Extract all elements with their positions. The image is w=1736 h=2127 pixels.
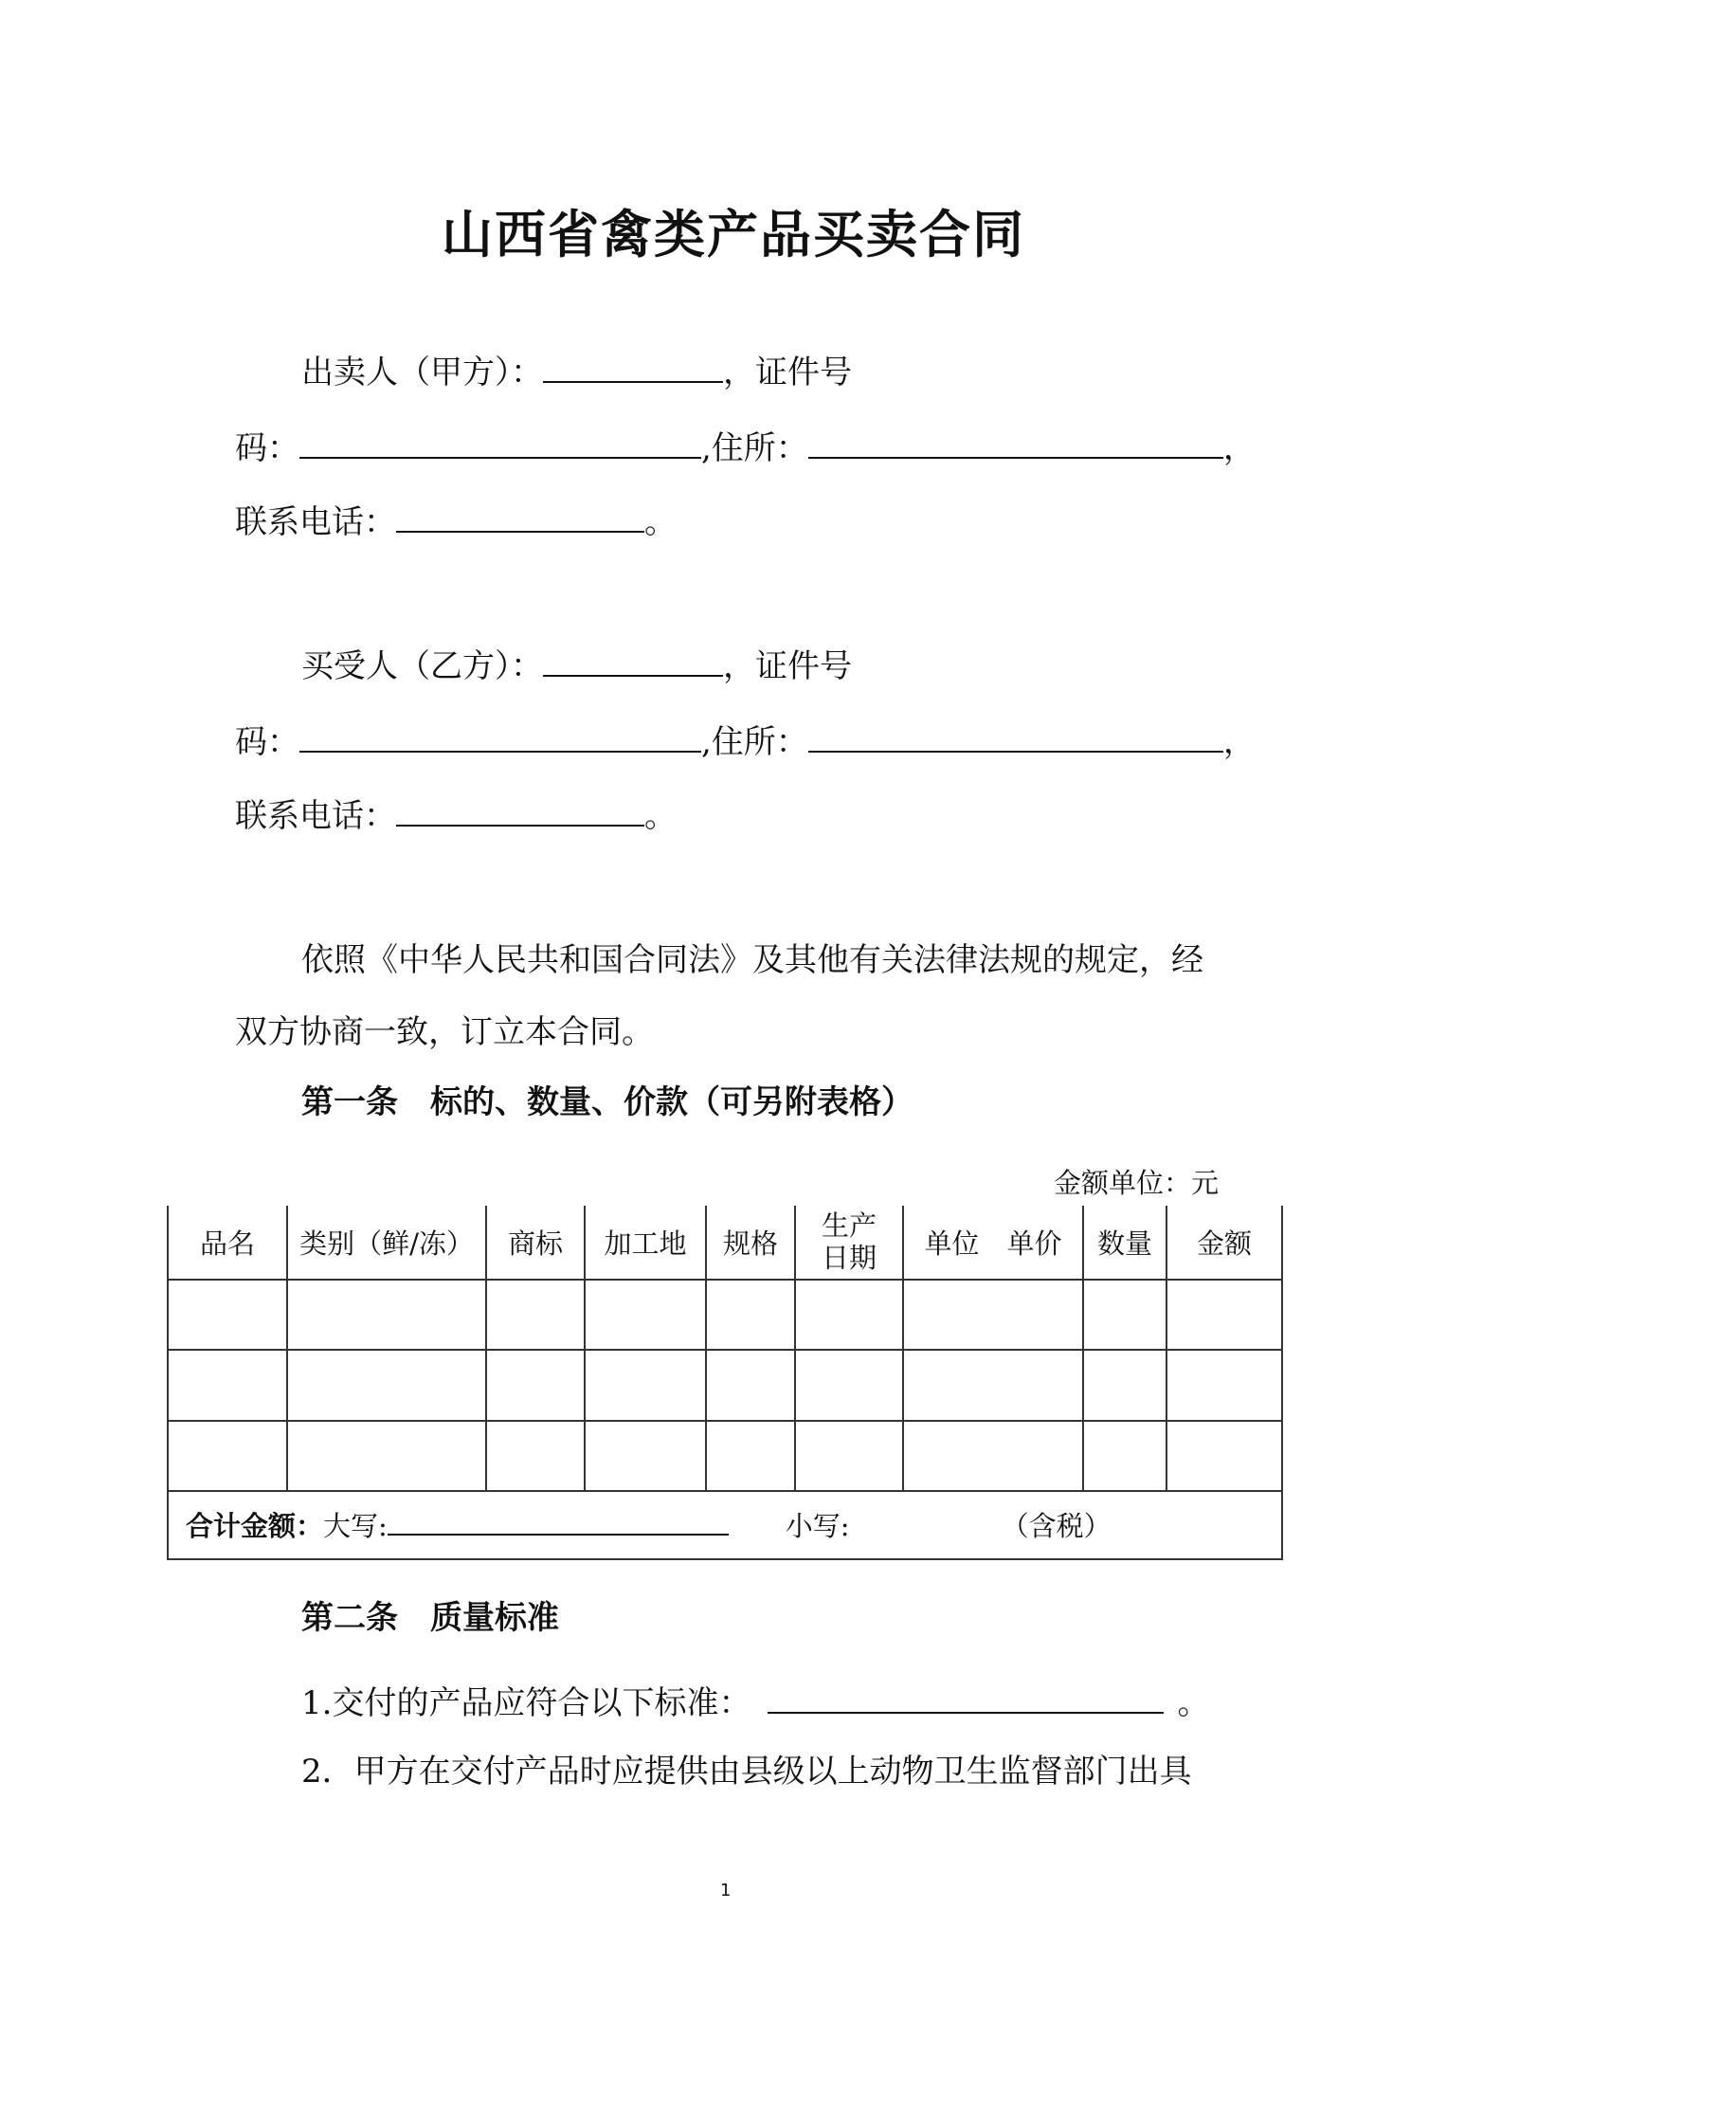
article2-item1-text: 1.交付的产品应符合以下标准： (301, 1684, 751, 1722)
table-cell (903, 1350, 1083, 1420)
header-production-date (795, 1206, 903, 1280)
buyer-id-blank (299, 722, 701, 753)
header-origin: 加工地 (585, 1206, 706, 1280)
table-cell (795, 1421, 903, 1491)
seller-label: 出卖人（甲方）： (301, 354, 543, 391)
seller-address-blank (808, 428, 1223, 459)
buyer-phone-blank (396, 796, 644, 827)
header-unit-price: 单位 单价 (903, 1206, 1083, 1280)
total-upper-blank (388, 1511, 729, 1536)
preamble-line-2: 双方协商一致，订立本合同。 (235, 1013, 654, 1051)
table-cell (287, 1350, 486, 1420)
seller-line-1 (301, 353, 852, 389)
buyer-phone-label: 联系电话： (235, 797, 396, 835)
preamble-line-1: 依照《中华人民共和国合同法》及其他有关法律法规的规定，经 (301, 941, 1203, 979)
table-cell (585, 1421, 706, 1491)
header-product-name: 品名 (168, 1206, 287, 1280)
seller-name-blank (543, 353, 723, 383)
table-total-row (168, 1491, 1282, 1559)
table-cell (486, 1421, 585, 1491)
table-cell (1166, 1280, 1282, 1350)
table-cell (168, 1350, 287, 1420)
seller-id-blank (299, 428, 701, 459)
table-cell (1083, 1421, 1166, 1491)
buyer-address-blank (808, 722, 1223, 753)
table-cell (795, 1280, 903, 1350)
seller-id-label: ，证件号 (723, 354, 852, 391)
goods-table (167, 1206, 1283, 1560)
table-cell (287, 1421, 486, 1491)
header-trademark: 商标 (486, 1206, 585, 1280)
article2-item1 (301, 1683, 1210, 1722)
table-row (168, 1421, 1282, 1491)
article1-heading: 第一条 标的、数量、价款（可另附表格） (301, 1083, 913, 1121)
table-cell (168, 1280, 287, 1350)
buyer-line-2 (235, 722, 1256, 761)
buyer-label: 买受人（乙方）： (301, 647, 543, 685)
table-cell (168, 1421, 287, 1491)
table-cell (1166, 1421, 1282, 1491)
table-row (168, 1350, 1282, 1420)
table-cell (585, 1280, 706, 1350)
article2-item1-end: 。 (1177, 1684, 1210, 1722)
header-production-date-line1: 生产 (821, 1209, 877, 1243)
table-cell (795, 1350, 903, 1420)
seller-comma: ， (1222, 429, 1256, 467)
amount-unit-note: 金额单位：元 (1054, 1167, 1220, 1199)
seller-line-2 (235, 428, 1256, 467)
table-cell (486, 1280, 585, 1350)
header-category: 类别（鲜/冻） (287, 1206, 486, 1280)
seller-phone-label: 联系电话： (235, 503, 396, 541)
buyer-name-blank (543, 646, 723, 677)
total-amount-label: 合计金额： (186, 1510, 324, 1543)
table-cell (1166, 1350, 1282, 1420)
table-row (168, 1280, 1282, 1350)
total-lower-label: 小写: (785, 1510, 850, 1543)
article2-item2: 2．甲方在交付产品时应提供由县级以上动物卫生监督部门出具 (301, 1753, 1192, 1791)
header-amount: 金额 (1166, 1206, 1282, 1280)
table-cell (903, 1421, 1083, 1491)
table-cell (486, 1350, 585, 1420)
table-header-row (168, 1206, 1282, 1280)
total-upper-label: 大写: (323, 1510, 388, 1543)
buyer-line-3 (235, 796, 677, 835)
seller-id-label-cont: 码： (235, 429, 299, 467)
header-quantity: 数量 (1083, 1206, 1166, 1280)
quality-standard-blank (768, 1683, 1164, 1714)
table-cell (706, 1280, 795, 1350)
table-cell (706, 1350, 795, 1420)
seller-line-3 (235, 502, 677, 541)
buyer-line-1 (301, 646, 852, 685)
header-spec: 规格 (706, 1206, 795, 1280)
table-cell (706, 1421, 795, 1491)
total-amount-cell (168, 1491, 1282, 1559)
table-cell (1083, 1280, 1166, 1350)
tax-note: （含税） (1001, 1510, 1112, 1543)
header-production-date-line2: 日期 (821, 1241, 877, 1274)
seller-period: 。 (644, 503, 677, 541)
document-title: 山西省禽类产品买卖合同 (442, 204, 1025, 264)
table-cell (585, 1350, 706, 1420)
seller-phone-blank (396, 502, 644, 533)
buyer-period: 。 (644, 797, 677, 835)
buyer-address-label: ,住所： (701, 723, 808, 761)
table-cell (1083, 1350, 1166, 1420)
buyer-id-label-cont: 码： (235, 723, 299, 761)
buyer-comma: ， (1222, 723, 1256, 761)
table-cell (287, 1280, 486, 1350)
table-cell (903, 1280, 1083, 1350)
article2-heading: 第二条 质量标准 (301, 1599, 559, 1637)
buyer-id-label: ，证件号 (723, 647, 852, 685)
page-number: 1 (720, 1881, 732, 1900)
seller-address-label: ,住所： (701, 429, 808, 467)
